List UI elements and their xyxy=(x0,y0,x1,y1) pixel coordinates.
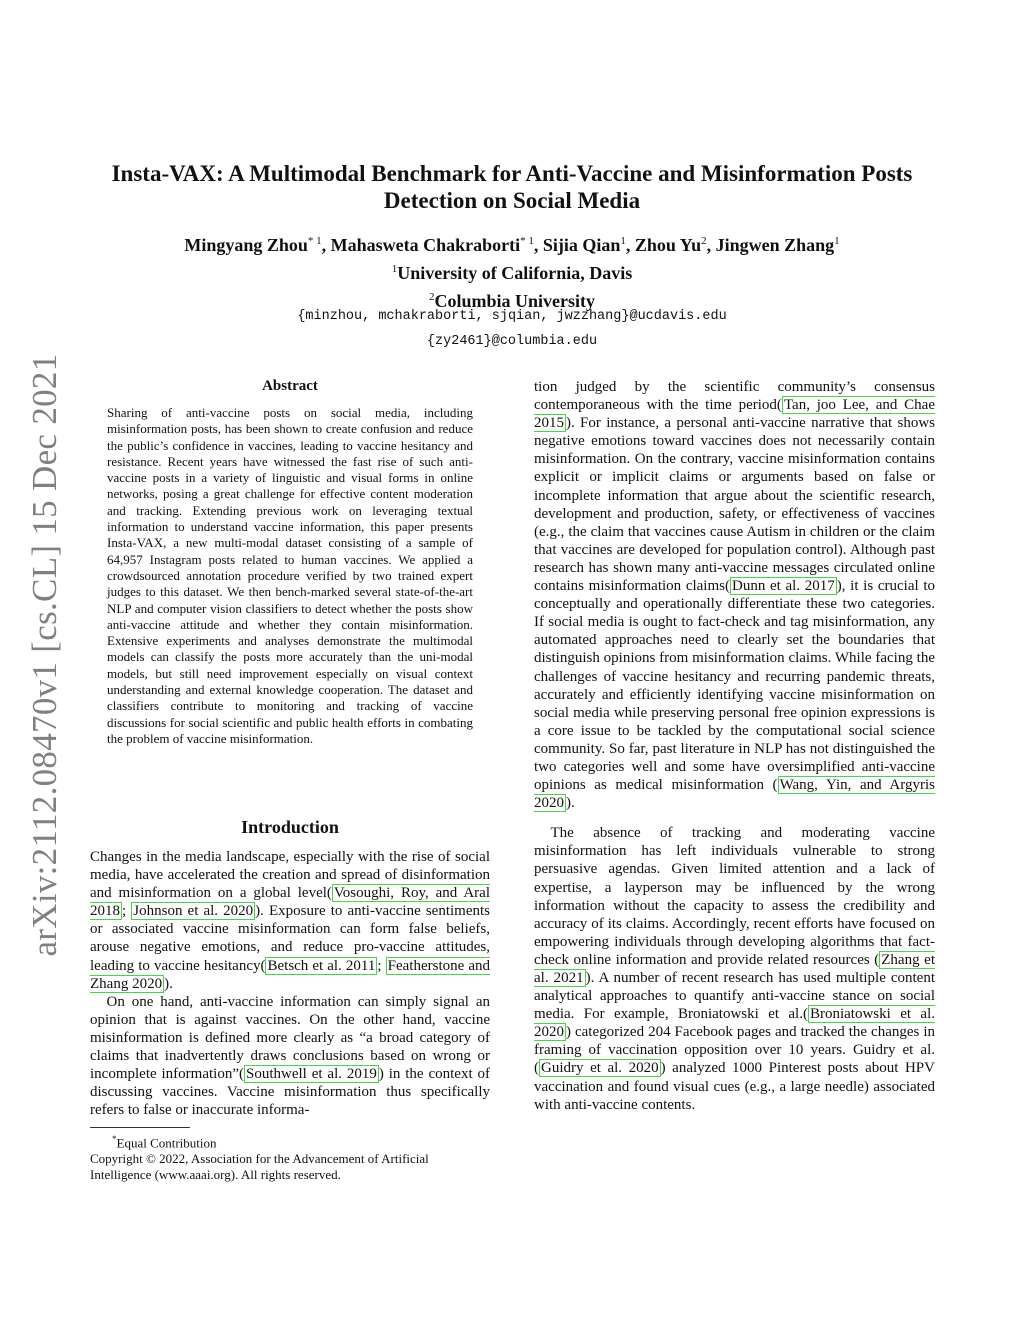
citation-link[interactable]: Tan, joo Lee, and Chae 2015 xyxy=(534,397,935,432)
citation-link[interactable]: Wang, Yin, and Argyris 2020 xyxy=(534,777,935,812)
arxiv-identifier: arXiv:2112.08470v1 [cs.CL] 15 Dec 2021 xyxy=(25,353,64,957)
citation-link[interactable]: Dunn et al. 2017 xyxy=(731,578,835,595)
abstract-text: Sharing of anti-vaccine posts on social media, including misinformation posts, has been shown to create confusion and reduce the public’s confidence in vaccines, leading to vaccine hesitancy and resistance. Recent years have witnessed the fast rise of such anti-vaccine posts in a variety of linguistic and visual forms in online networks, posing a great challenge for effective content moderation and tracking. Extending previous work on leveraging textual information to understand vaccine information, this paper presents Insta-VAX, a new multi-modal dataset consisting of a sample of 64,957 Instagram posts related to human vaccines. We applied a crowdsourced annotation procedure verified by two trained expert judges to this dataset. We then bench-marked several state-of-the-art NLP and computer vision classifiers to detect whether the posts show anti-vaccine attitude and whether they contain misinformation. Extensive experiments and analyses demonstrate the multimodal models can classify the posts more accurately than the uni-modal models, but still need improvement especially on visual context understanding and external knowledge cooperation. The dataset and classifiers contribute to monitoring and tracking of vaccine discussions for social scientific and public health efforts in combating the problem of vaccine misinformation. xyxy=(107,405,473,746)
abstract-heading: Abstract xyxy=(262,378,318,394)
citation-link[interactable]: Vosoughi, Roy, and Aral 2018 xyxy=(90,885,490,920)
introduction-right-column xyxy=(534,378,935,1114)
paper-title: Insta-VAX: A Multimodal Benchmark for Anti-Vaccine and Misinformation Posts Detection on Social Media xyxy=(111,161,913,213)
affiliation-1: $^1$University of California, Davis xyxy=(391,263,633,283)
email-block xyxy=(80,304,944,354)
equal-contribution-note: *Equal Contribution xyxy=(112,1134,217,1151)
citation-link[interactable]: Southwell et al. 2019 xyxy=(246,1066,377,1083)
copyright-note: Copyright © 2022, Association for the Advancement of Artificial Intelligence (www.aaai.org). All rights reserved. xyxy=(90,1150,429,1182)
citation-link[interactable]: Betsch et al. 2011 xyxy=(267,957,376,974)
footnote-divider xyxy=(90,1127,190,1128)
citation-link[interactable]: Guidry et al. 2020 xyxy=(541,1060,659,1077)
email-line-ucdavis: {minzhou, mchakraborti, sjqian, jwzzhang}@ucdavis.edu xyxy=(297,309,727,324)
affiliation-2: $^2$Columbia University xyxy=(428,291,595,311)
intro-paragraph-2-continued: tion judged by the scientific community’s consensus contemporaneous with the time period( Tan, joo Lee, and Chae 2015 ). For instance, a personal anti-vaccine narrative that shows negative emotions toward vaccines does not necessarily contain misinformation. On the contrary, vaccine misinformation contains explicit or implicit claims or arguments based on false or incomplete information that argue about the scientific research, development and production, safety, or effectiveness of vaccines (e.g., the claim that vaccines cause Autism in children or the claim that vaccines are developed for population control). Although past research has shown many anti-vaccine messages circulated online contains misinformation claims( Dunn et al. 2017 ), it is crucial to conceptually and operationally differentiate these two categories. If social media is ought to fact-check and tag misinformation, any automated approaches need to clearly set the boundaries that distinguish opinions from misinformation claims. While facing the challenges of vaccine hesitancy and recurring pandemic threats, accurately and efficiently identifying vaccine misinformation on social media while preserving personal free opinion expressions is a core issue to be tackled by the computational social science community. So far, past literature in NLP has not distinguished the two categories well and some have oversimplified anti-vaccine opinions as medical misinformation ( Wang, Yin, and Argyris 2020 ). xyxy=(534,379,936,812)
intro-paragraph-3: The absence of tracking and moderating vaccine misinformation has left individuals vulnerable to strong persuasive agendas. Given limited attention and a lack of expertise, a layperson may be influenced by the wrong information without the capacity to assess the credibility and accuracy of its claims. Accordingly, recent efforts have focused on empowering individuals through developing algorithms that fact-check online information and provide related resources ( Zhang et al. 2021 ). A number of recent research has used multiple content analytical approaches to quantify anti-vaccine stance on social media. For example, Broniatowski et al.( Broniatowski et al. 2020 ) categorized 204 Facebook pages and tracked the changes in framing of vaccination opposition over 10 years. Guidry et al.( Guidry et al. 2020 ) analyzed 1000 Pinterest posts about HPV vaccination and found visual cues (e.g., a large needle) associated with anti-vaccine contents. xyxy=(534,825,936,1113)
intro-paragraph-1: Changes in the media landscape, especially with the rise of social media, have accelerated the creation and spread of disinformation and misinformation on a global level( Vosoughi, Roy, and Aral 2018 ; Johnson et al. 2020 ). Exposure to anti-vaccine sentiments or associated vaccine misinformation can form false beliefs, arouse negative emotions, and reduce pro-vaccine attitudes, leading to vaccine hesitancy( Betsch et al. 2011 ; Featherstone and Zhang 2020 ). xyxy=(90,849,491,992)
citation-link[interactable]: Johnson et al. 2020 xyxy=(133,903,254,920)
citation-link[interactable]: Broniatowski et al. 2020 xyxy=(534,1006,935,1041)
footnote-block xyxy=(90,1127,490,1182)
intro-paragraph-2-left-text: ) in the context of discussing vaccines. Vaccine misinformation thus specifically refers to false or inaccurate informa- xyxy=(90,1066,490,1119)
introduction-left-column xyxy=(90,816,490,1119)
email-line-columbia: {zy2461}@columbia.edu xyxy=(426,334,598,349)
author-list: Mingyang Zhou$^{* 1}$, Mahasweta Chakraborti$^{* 1}$, Sijia Qian$^1$, Zhou Yu$^2$, Jingwen Zhang$^1$ xyxy=(184,235,840,255)
intro-paragraph-2-start: On one hand, anti-vaccine information can simply signal an opinion that is against vaccines. On the other hand, vaccine misinformation is defined more clearly as “a broad category of claims that inadvertently draws conclusions based on wrong or incomplete information”( Southwell et al. 2019 ) in the context of discussing vaccines. Vaccine misinformation thus specifically refers to false or inaccurate informa- xyxy=(90,993,490,1119)
author-block xyxy=(80,229,944,313)
introduction-heading: Introduction xyxy=(241,817,339,837)
citation-link[interactable]: Featherstone and Zhang 2020 xyxy=(90,957,490,992)
intro-paragraph-2-right-text: tion judged by the scientific community’s consensus contemporaneous with the time period( xyxy=(534,379,935,414)
citation-link[interactable]: Zhang et al. 2021 xyxy=(534,951,935,986)
